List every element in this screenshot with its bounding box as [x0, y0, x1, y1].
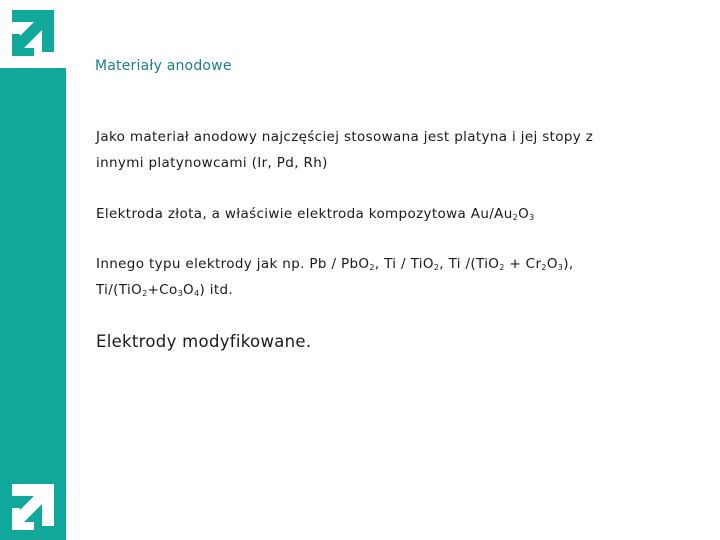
subscript: 3: [529, 213, 535, 222]
subscript: 4: [194, 289, 200, 298]
paragraph-platinum: [96, 124, 593, 176]
paragraph-line: [96, 277, 574, 303]
arrow-logo-icon: [0, 478, 66, 540]
text-run: Innego typu elektrody jak np. Pb / PbO: [96, 256, 370, 272]
subscript: 2: [369, 263, 375, 272]
paragraph-line: Jako materiał anodowy najczęściej stosowana jest platyna i jej stopy z: [96, 129, 594, 145]
text-run: ),: [563, 256, 574, 272]
logo-top: [0, 0, 66, 68]
text-run: O: [518, 206, 530, 222]
paragraph-line: [96, 251, 574, 277]
subscript: 2: [512, 213, 519, 222]
subscript: 3: [177, 289, 184, 298]
text-run: , Ti / TiO: [374, 256, 434, 272]
subscript: 2: [433, 263, 440, 272]
text-run: , Ti /(TiO: [439, 256, 500, 272]
logo-bottom: [0, 478, 66, 540]
sidebar-band: [0, 68, 66, 540]
text-run: O: [546, 256, 558, 272]
subscript: 2: [541, 263, 547, 272]
text-run: + Cr: [504, 256, 542, 272]
text-run: Elektroda złota, a właściwie elektroda kompozytowa Au/Au: [96, 206, 513, 222]
subscript: 2: [499, 263, 505, 272]
slide-title: Materiały anodowe: [95, 58, 232, 74]
paragraph-gold: [96, 201, 535, 227]
subscript: 3: [557, 263, 564, 272]
text-run: Ti/(TiO: [96, 282, 143, 298]
arrow-logo-icon: [0, 0, 66, 68]
text-run: O: [183, 282, 195, 298]
text-run: +Co: [147, 282, 178, 298]
text-run: ) itd.: [199, 282, 234, 298]
paragraph-other-electrodes: [96, 251, 574, 303]
paragraph-line: innymi platynowcami (Ir, Pd, Rh): [96, 155, 328, 171]
subscript: 2: [142, 289, 148, 298]
paragraph-modified-electrodes: Elektrody modyfikowane.: [96, 332, 312, 351]
